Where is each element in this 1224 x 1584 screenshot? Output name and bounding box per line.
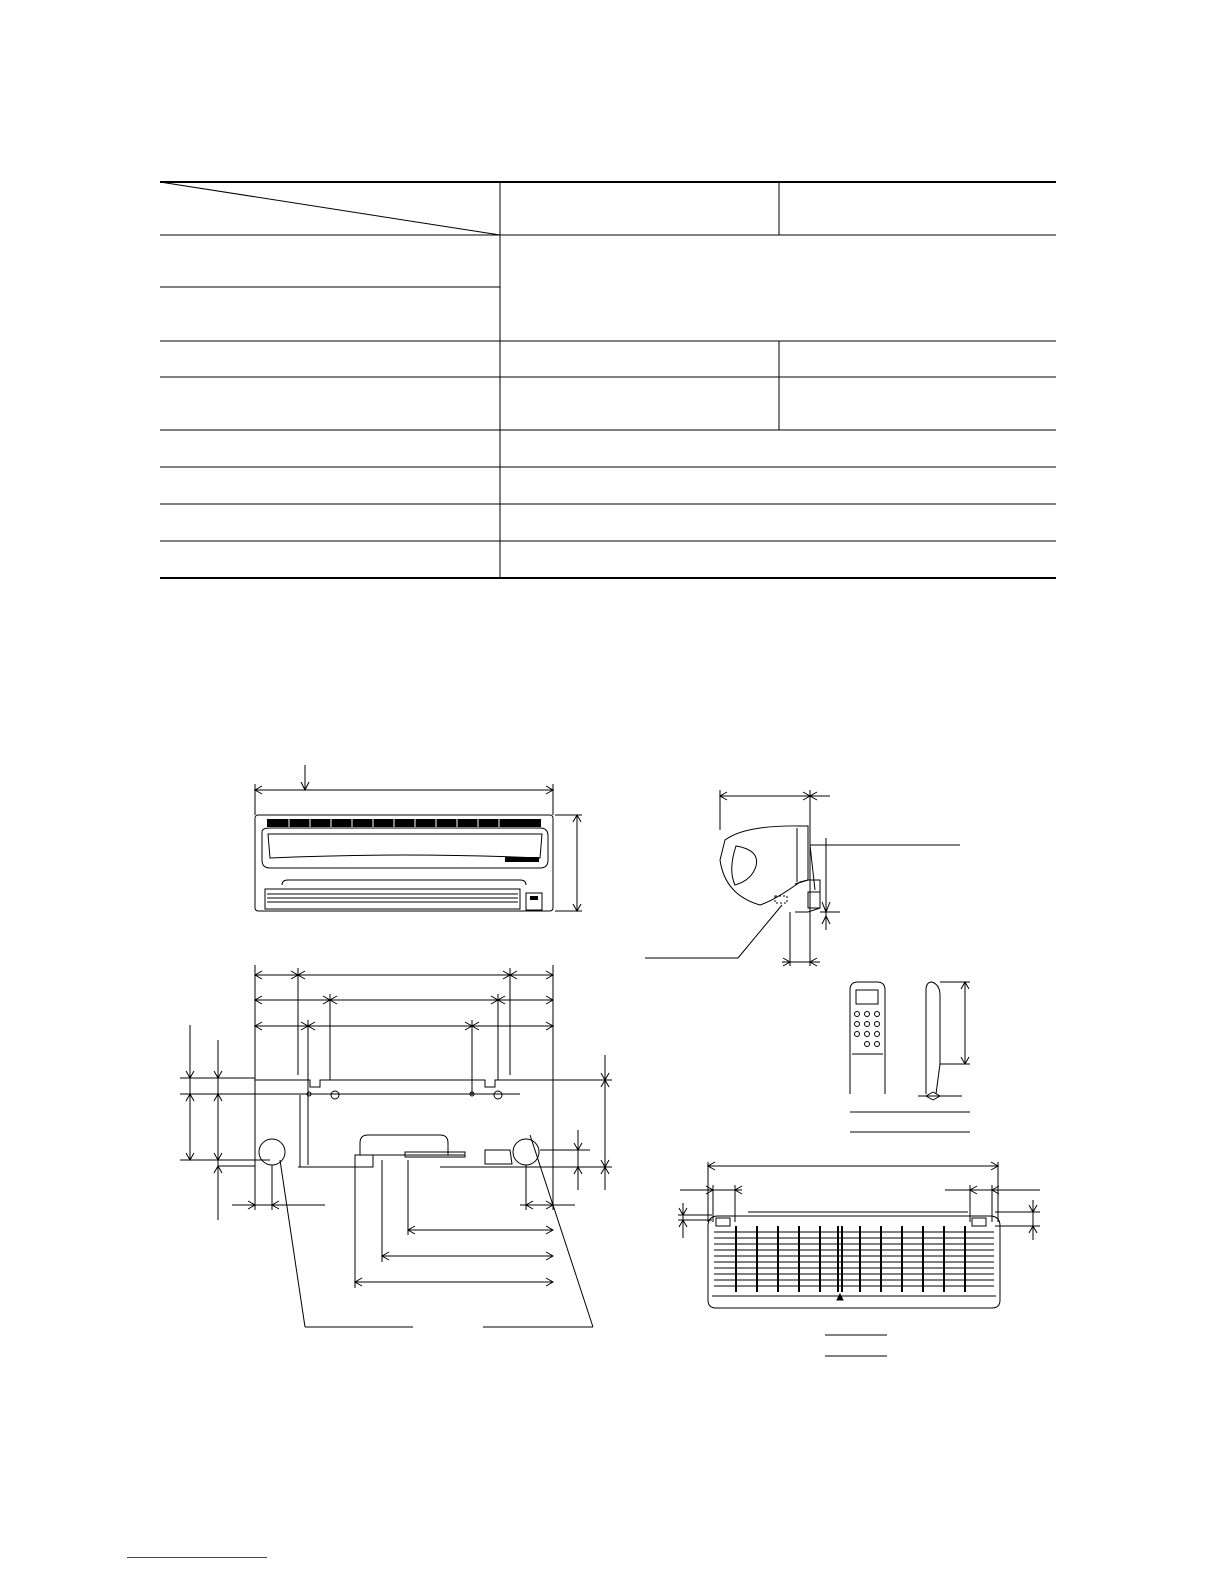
footer-rule (127, 1557, 267, 1558)
side-view (645, 790, 960, 966)
installation-plate-view (180, 965, 612, 1327)
remote-controller (850, 982, 970, 1132)
grille-view (678, 1162, 1040, 1356)
front-view (255, 765, 582, 911)
